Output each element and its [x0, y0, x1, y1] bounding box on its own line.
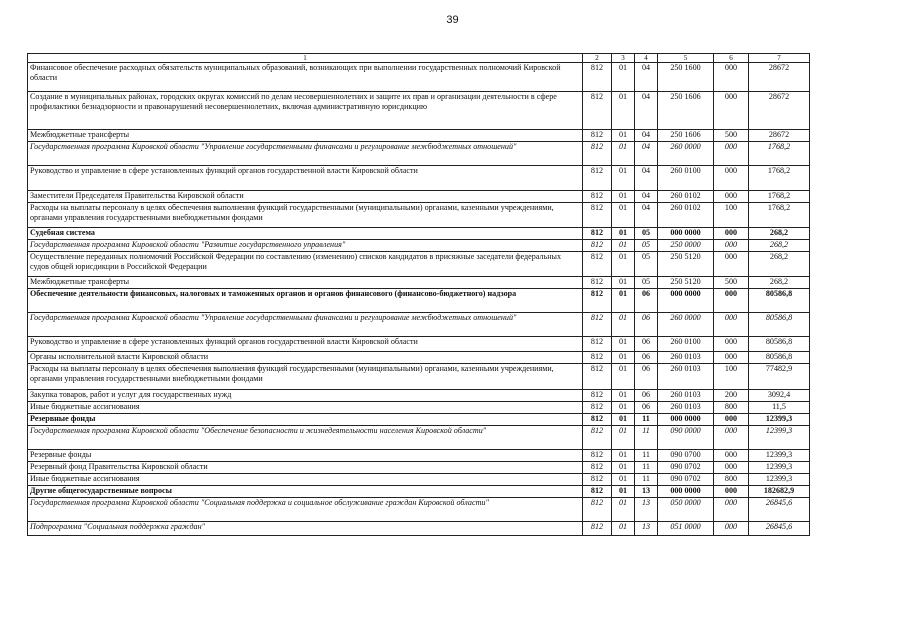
section-code: 01: [612, 414, 635, 426]
target-article-code: 090 0700: [658, 450, 714, 462]
section-code: 01: [612, 402, 635, 414]
section-code: 01: [612, 426, 635, 450]
table-row: [28, 289, 810, 313]
column-header: 7: [749, 54, 810, 63]
row-name: Иные бюджетные ассигнования: [28, 402, 583, 414]
row-name: Государственная программа Кировской области "Развитие государственного управления": [28, 240, 583, 252]
ved-code: 812: [583, 337, 612, 352]
table-row: [28, 486, 810, 498]
ved-code: 812: [583, 426, 612, 450]
column-header: 1: [28, 54, 583, 63]
expense-type-code: 000: [714, 191, 749, 203]
section-code: 01: [612, 191, 635, 203]
row-name: Заместители Председателя Правительства Кировской области: [28, 191, 583, 203]
row-name: Создание в муниципальных районах, городских округах комиссий по делам несовершеннолетних и защите их прав и организации деятельности в сфере профилактики безнадзорности и правонарушений несовершеннолетних, включая административную юрисдикцию: [28, 92, 583, 130]
section-code: 01: [612, 203, 635, 228]
amount: 1768,2: [749, 191, 810, 203]
ved-code: 812: [583, 228, 612, 240]
subsection-code: 06: [635, 337, 658, 352]
ved-code: 812: [583, 450, 612, 462]
table-row: [28, 402, 810, 414]
ved-code: 812: [583, 130, 612, 142]
section-code: 01: [612, 390, 635, 402]
ved-code: 812: [583, 390, 612, 402]
expense-type-code: 000: [714, 63, 749, 92]
amount: 11,5: [749, 402, 810, 414]
subsection-code: 04: [635, 166, 658, 191]
section-code: 01: [612, 166, 635, 191]
table-body: [28, 63, 810, 536]
target-article-code: 000 0000: [658, 414, 714, 426]
amount: 268,2: [749, 228, 810, 240]
ved-code: 812: [583, 92, 612, 130]
amount: 12399,3: [749, 450, 810, 462]
ved-code: 812: [583, 289, 612, 313]
row-name: Руководство и управление в сфере установленных функций органов государственной власти Кировской области: [28, 337, 583, 352]
section-code: 01: [612, 240, 635, 252]
subsection-code: 13: [635, 522, 658, 536]
row-name: Резервные фонды: [28, 450, 583, 462]
section-code: 01: [612, 352, 635, 364]
amount: 12399,3: [749, 414, 810, 426]
target-article-code: 000 0000: [658, 228, 714, 240]
table-row: [28, 240, 810, 252]
expense-type-code: 000: [714, 450, 749, 462]
column-header: 2: [583, 54, 612, 63]
subsection-code: 11: [635, 414, 658, 426]
expense-type-code: 000: [714, 522, 749, 536]
section-code: 01: [612, 462, 635, 474]
amount: 80586,8: [749, 289, 810, 313]
subsection-code: 06: [635, 390, 658, 402]
column-header: 5: [658, 54, 714, 63]
expense-type-code: 200: [714, 390, 749, 402]
target-article-code: 000 0000: [658, 289, 714, 313]
target-article-code: 250 1606: [658, 130, 714, 142]
table-row: [28, 414, 810, 426]
subsection-code: 11: [635, 474, 658, 486]
table-row: [28, 191, 810, 203]
target-article-code: 000 0000: [658, 486, 714, 498]
subsection-code: 13: [635, 486, 658, 498]
target-article-code: 260 0102: [658, 191, 714, 203]
section-code: 01: [612, 142, 635, 166]
target-article-code: 250 0000: [658, 240, 714, 252]
target-article-code: 250 1606: [658, 92, 714, 130]
target-article-code: 260 0000: [658, 313, 714, 337]
amount: 77482,9: [749, 364, 810, 390]
row-name: Резервные фонды: [28, 414, 583, 426]
section-code: 01: [612, 474, 635, 486]
section-code: 01: [612, 522, 635, 536]
expense-type-code: 000: [714, 228, 749, 240]
target-article-code: 250 1600: [658, 63, 714, 92]
table-row: [28, 277, 810, 289]
table-row: [28, 390, 810, 402]
amount: 80586,8: [749, 337, 810, 352]
table-row: [28, 252, 810, 277]
row-name: Межбюджетные трансферты: [28, 277, 583, 289]
row-name: Судебная система: [28, 228, 583, 240]
ved-code: 812: [583, 498, 612, 522]
row-name: Закупка товаров, работ и услуг для государственных нужд: [28, 390, 583, 402]
expense-type-code: 000: [714, 337, 749, 352]
target-article-code: 090 0000: [658, 426, 714, 450]
table-row: [28, 337, 810, 352]
subsection-code: 13: [635, 498, 658, 522]
expense-type-code: 800: [714, 402, 749, 414]
amount: 28672: [749, 130, 810, 142]
column-header: 6: [714, 54, 749, 63]
subsection-code: 04: [635, 203, 658, 228]
ved-code: 812: [583, 63, 612, 92]
section-code: 01: [612, 486, 635, 498]
subsection-code: 11: [635, 462, 658, 474]
section-code: 01: [612, 337, 635, 352]
subsection-code: 04: [635, 191, 658, 203]
subsection-code: 05: [635, 240, 658, 252]
expense-type-code: 000: [714, 352, 749, 364]
expense-type-code: 000: [714, 462, 749, 474]
section-code: 01: [612, 450, 635, 462]
row-name: Расходы на выплаты персоналу в целях обеспечения выполнения функций государственными (муниципальными) органами, казенными учреждениями, органами управления государственными внебюджетными фондами: [28, 364, 583, 390]
section-code: 01: [612, 289, 635, 313]
table-row: [28, 450, 810, 462]
target-article-code: 260 0103: [658, 402, 714, 414]
subsection-code: 06: [635, 313, 658, 337]
table-row: [28, 474, 810, 486]
row-name: Государственная программа Кировской области "Управление государственными финансами и регулирование межбюджетных отношений": [28, 313, 583, 337]
row-name: Руководство и управление в сфере установленных функций органов государственной власти Кировской области: [28, 166, 583, 191]
subsection-code: 04: [635, 142, 658, 166]
target-article-code: 090 0702: [658, 462, 714, 474]
row-name: Органы исполнительной власти Кировской области: [28, 352, 583, 364]
amount: 268,2: [749, 240, 810, 252]
expense-type-code: 000: [714, 240, 749, 252]
ved-code: 812: [583, 462, 612, 474]
expense-type-code: 100: [714, 364, 749, 390]
ved-code: 812: [583, 252, 612, 277]
subsection-code: 04: [635, 92, 658, 130]
subsection-code: 04: [635, 130, 658, 142]
table-row: [28, 63, 810, 92]
row-name: Обеспечение деятельности финансовых, налоговых и таможенных органов и органов финансового (финансово-бюджетного) надзора: [28, 289, 583, 313]
amount: 12399,3: [749, 474, 810, 486]
table-row: [28, 130, 810, 142]
amount: 12399,3: [749, 462, 810, 474]
ved-code: 812: [583, 414, 612, 426]
target-article-code: 260 0000: [658, 142, 714, 166]
amount: 182682,9: [749, 486, 810, 498]
row-name: Государственная программа Кировской области "Социальная поддержка и социальное обслуживание граждан Кировской области": [28, 498, 583, 522]
table-row: [28, 522, 810, 536]
subsection-code: 05: [635, 228, 658, 240]
target-article-code: 051 0000: [658, 522, 714, 536]
table-row: [28, 228, 810, 240]
table-row: [28, 462, 810, 474]
budget-table: [27, 53, 810, 536]
amount: 1768,2: [749, 203, 810, 228]
expense-type-code: 000: [714, 426, 749, 450]
ved-code: 812: [583, 522, 612, 536]
ved-code: 812: [583, 240, 612, 252]
ved-code: 812: [583, 352, 612, 364]
target-article-code: 260 0103: [658, 364, 714, 390]
row-name: Осуществление переданных полномочий Российской Федерации по составлению (изменению) списков кандидатов в присяжные заседатели федеральных судов общей юрисдикции в Российской Федерации: [28, 252, 583, 277]
ved-code: 812: [583, 402, 612, 414]
amount: 268,2: [749, 252, 810, 277]
row-name: Другие общегосударственные вопросы: [28, 486, 583, 498]
amount: 268,2: [749, 277, 810, 289]
amount: 1768,2: [749, 166, 810, 191]
table-row: [28, 352, 810, 364]
amount: 1768,2: [749, 142, 810, 166]
subsection-code: 06: [635, 352, 658, 364]
expense-type-code: 000: [714, 92, 749, 130]
subsection-code: 04: [635, 63, 658, 92]
target-article-code: 250 5120: [658, 277, 714, 289]
ved-code: 812: [583, 166, 612, 191]
target-article-code: 260 0100: [658, 337, 714, 352]
subsection-code: 05: [635, 252, 658, 277]
table-row: [28, 166, 810, 191]
amount: 3092,4: [749, 390, 810, 402]
expense-type-code: 000: [714, 414, 749, 426]
section-code: 01: [612, 252, 635, 277]
section-code: 01: [612, 228, 635, 240]
amount: 28672: [749, 92, 810, 130]
expense-type-code: 000: [714, 142, 749, 166]
expense-type-code: 500: [714, 277, 749, 289]
table-row: [28, 92, 810, 130]
subsection-code: 05: [635, 277, 658, 289]
row-name: Резервный фонд Правительства Кировской области: [28, 462, 583, 474]
table-row: [28, 142, 810, 166]
ved-code: 812: [583, 203, 612, 228]
ved-code: 812: [583, 191, 612, 203]
row-name: Расходы на выплаты персоналу в целях обеспечения выполнения функций государственными (муниципальными) органами, казенными учреждениями, органами управления государственными внебюджетными фондами: [28, 203, 583, 228]
target-article-code: 050 0000: [658, 498, 714, 522]
table-row: [28, 203, 810, 228]
subsection-code: 06: [635, 402, 658, 414]
amount: 12399,3: [749, 426, 810, 450]
table-row: [28, 364, 810, 390]
section-code: 01: [612, 92, 635, 130]
row-name: Подпрограмма "Социальная поддержка граждан": [28, 522, 583, 536]
ved-code: 812: [583, 364, 612, 390]
expense-type-code: 100: [714, 203, 749, 228]
ved-code: 812: [583, 142, 612, 166]
ved-code: 812: [583, 486, 612, 498]
section-code: 01: [612, 277, 635, 289]
target-article-code: 260 0103: [658, 352, 714, 364]
expense-type-code: 000: [714, 486, 749, 498]
expense-type-code: 000: [714, 313, 749, 337]
row-name: Иные бюджетные ассигнования: [28, 474, 583, 486]
expense-type-code: 800: [714, 474, 749, 486]
amount: 26845,6: [749, 498, 810, 522]
amount: 26845,6: [749, 522, 810, 536]
target-article-code: 260 0100: [658, 166, 714, 191]
target-article-code: 090 0702: [658, 474, 714, 486]
table-row: [28, 426, 810, 450]
expense-type-code: 000: [714, 252, 749, 277]
subsection-code: 11: [635, 450, 658, 462]
column-header: 3: [612, 54, 635, 63]
row-name: Государственная программа Кировской области "Обеспечение безопасности и жизнедеятельности населения Кировской области": [28, 426, 583, 450]
column-header: 4: [635, 54, 658, 63]
section-code: 01: [612, 313, 635, 337]
amount: 80586,8: [749, 313, 810, 337]
table-row: [28, 313, 810, 337]
ved-code: 812: [583, 277, 612, 289]
row-name: Межбюджетные трансферты: [28, 130, 583, 142]
ved-code: 812: [583, 313, 612, 337]
expense-type-code: 000: [714, 166, 749, 191]
expense-type-code: 000: [714, 498, 749, 522]
target-article-code: 250 5120: [658, 252, 714, 277]
expense-type-code: 000: [714, 289, 749, 313]
row-name: Финансовое обеспечение расходных обязательств муниципальных образований, возникающих при выполнении государственных полномочий Кировской области: [28, 63, 583, 92]
section-code: 01: [612, 63, 635, 92]
expense-type-code: 500: [714, 130, 749, 142]
row-name: Государственная программа Кировской области "Управление государственными финансами и регулирование межбюджетных отношений": [28, 142, 583, 166]
subsection-code: 11: [635, 426, 658, 450]
target-article-code: 260 0102: [658, 203, 714, 228]
table-row: [28, 498, 810, 522]
page-number: 39: [446, 14, 459, 26]
target-article-code: 260 0103: [658, 390, 714, 402]
subsection-code: 06: [635, 364, 658, 390]
ved-code: 812: [583, 474, 612, 486]
column-number-row: [28, 54, 810, 63]
subsection-code: 06: [635, 289, 658, 313]
section-code: 01: [612, 130, 635, 142]
section-code: 01: [612, 364, 635, 390]
amount: 28672: [749, 63, 810, 92]
section-code: 01: [612, 498, 635, 522]
amount: 80586,8: [749, 352, 810, 364]
